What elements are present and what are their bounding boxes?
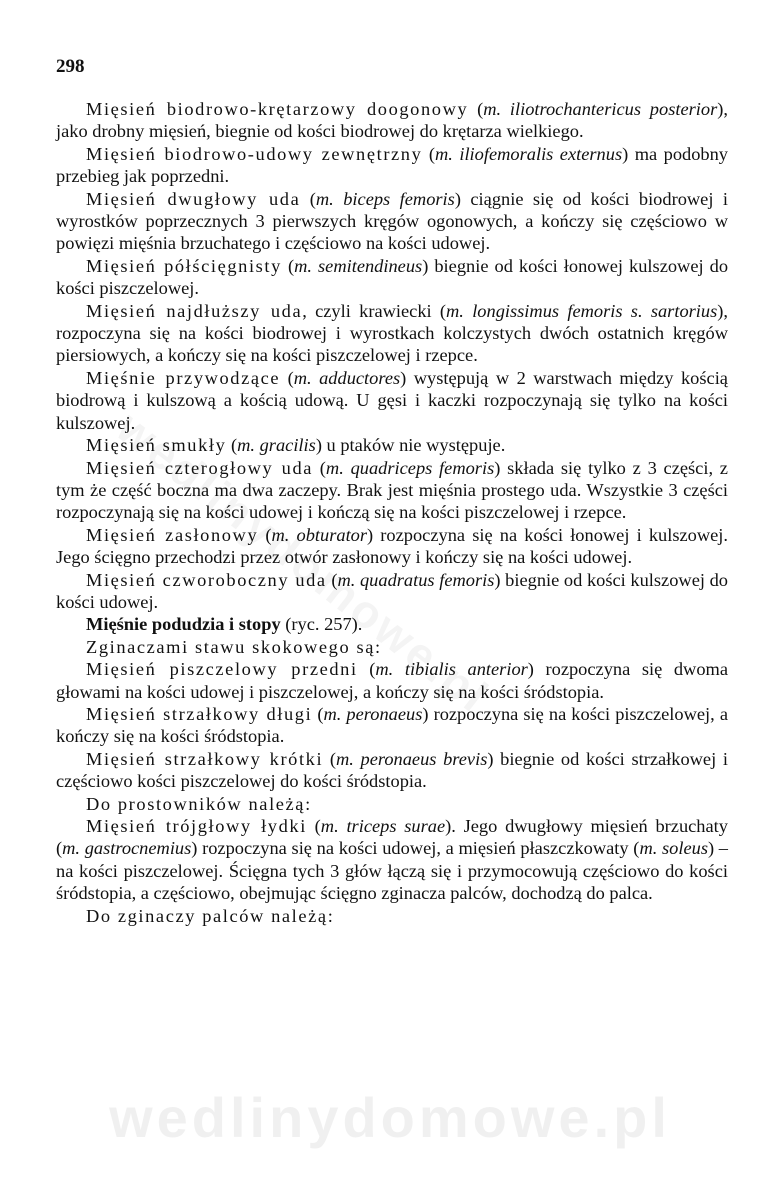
text-run: ( bbox=[281, 255, 295, 276]
text-run: ( bbox=[313, 457, 326, 478]
text-run: ( bbox=[326, 569, 338, 590]
text-run: ), jako drobny mięsień, biegnie od kości biodrowej do krętarza wielkiego. bbox=[56, 99, 728, 142]
latin-term: m. peronaeus brevis bbox=[335, 748, 488, 769]
term-heading: Mięśnie podudzia i stopy bbox=[86, 614, 281, 635]
text-run: ) biegnie od kości strzałkowej i częściowo kości piszczelowej do kości śródstopia. bbox=[56, 748, 728, 792]
latin-term: m. tibialis anterior bbox=[375, 659, 528, 680]
text-run: ) rozpoczyna się na kości piszczelowej, a kończy się na kości śródstopia. bbox=[56, 703, 728, 747]
text-run: ( bbox=[312, 703, 324, 724]
text-run: : bbox=[305, 793, 311, 814]
text-run: ), rozpoczyna się na kości biodrowej i wyrostkach kolczystych dwóch ostatnich kręgów piersiowych, a kończy się na kości piszczelowej i rzepce. bbox=[56, 300, 728, 366]
text-run: ) rozpoczyna się dwoma głowami na kości udowej i piszczelowej, a kończy się na kości śródstopia. bbox=[56, 659, 728, 702]
term-heading: Mięsień dwugłowy uda bbox=[86, 188, 301, 209]
latin-term: m. soleus bbox=[639, 838, 708, 859]
latin-term: m. triceps surae bbox=[320, 816, 446, 836]
text-run: ). Jego dwugłowy mięsień brzuchaty ( bbox=[56, 816, 728, 859]
paragraph bbox=[56, 905, 728, 927]
page-number: 298 bbox=[56, 56, 85, 77]
term-heading: Mięsień smukły bbox=[86, 435, 227, 456]
paragraph bbox=[56, 143, 728, 188]
watermark: wedlinydomowe.pl bbox=[109, 1086, 671, 1149]
latin-term: m. gastrocnemius bbox=[62, 838, 192, 859]
term-heading: Mięsień najdłuższy uda bbox=[86, 300, 303, 321]
term-heading: Mięsień zasłonowy bbox=[86, 524, 259, 545]
latin-term: m. iliofemoralis externus bbox=[435, 143, 623, 164]
text-body bbox=[56, 98, 728, 927]
text-run: ( bbox=[357, 659, 376, 680]
paragraph bbox=[56, 524, 728, 569]
text-run: ( bbox=[323, 748, 336, 769]
term-heading: Mięsień czworoboczny uda bbox=[86, 569, 327, 590]
latin-term: m. quadratus femoris bbox=[337, 569, 495, 590]
text-run: ) biegnie od kości łonowej kulszowej do kości piszczelowej. bbox=[56, 255, 729, 299]
text-run: : bbox=[375, 636, 381, 657]
text-run: ) rozpoczyna się na kości łonowej i kulszowej. Jego ścięgno przechodzi przez otwór zasłonowy i kończy się na kości udowej. bbox=[56, 524, 728, 568]
text-run: ( bbox=[300, 188, 316, 209]
paragraph bbox=[56, 703, 728, 748]
latin-term: m. semitendineus bbox=[294, 255, 423, 276]
text-run: ( bbox=[422, 143, 435, 164]
term-heading: Do zginaczy palców należą bbox=[86, 905, 328, 926]
paragraph bbox=[56, 300, 728, 367]
term-heading: Do prostowników należą bbox=[86, 793, 306, 814]
term-heading: Mięsień czterogłowy uda bbox=[86, 457, 314, 478]
text-run: ) – na kości piszczelowej. Ścięgna tych 3 głów łączą się i przymocowują częściowo do kości śródstopia, a częściowo, obejmując ścięgno zginacza palców, dochodzą do palca. bbox=[56, 838, 728, 904]
text-run: ( bbox=[226, 435, 238, 456]
paragraph bbox=[56, 815, 728, 905]
text-run: : bbox=[327, 905, 333, 926]
text-run: ) występują w 2 warstwach między kością biodrową i kulszową a kością udową. U gęsi i kaczki rozpoczynają się tylko na kości kulszowej. bbox=[56, 367, 728, 433]
latin-term: m. longissimus femoris s. sartorius bbox=[446, 300, 718, 321]
term-heading: Mięsień półścięgnisty bbox=[86, 255, 282, 276]
latin-term: m. adductores bbox=[293, 367, 401, 388]
paragraph bbox=[56, 255, 728, 300]
term-heading: Mięśnie przywodzące bbox=[86, 367, 281, 388]
term-heading: Zginaczami stawu skokowego są bbox=[86, 636, 375, 657]
text-run: ) składa się tylko z 3 części, z tym że część boczna ma dwa zaczepy. Brak jest mięśnia prostego uda. Wszystkie 3 części rozpoczynają się na kości udowej i kończą się na kości piszczelowej i rzepce. bbox=[56, 457, 728, 523]
text-run: , czyli krawiecki ( bbox=[302, 300, 447, 321]
text-run: (ryc. 257). bbox=[280, 614, 363, 635]
text-run: ( bbox=[280, 367, 294, 388]
text-run: ) ciągnie się od kości biodrowej i wyrostków poprzecznych 3 pierwszych kręgów ogonowych, a kończy się częściowo w powięzi mięśnia brzuchatego i częściowo na kości udowej. bbox=[56, 188, 728, 254]
term-heading: Mięsień piszczelowy przedni bbox=[86, 659, 358, 680]
term-heading: Mięsień biodrowo-krętarzowy doogonowy bbox=[86, 99, 469, 119]
term-heading: Mięsień strzałkowy krótki bbox=[86, 748, 324, 769]
text-run: ( bbox=[258, 524, 272, 545]
latin-term: m. peronaeus bbox=[323, 703, 423, 724]
latin-term: m. gracilis bbox=[237, 435, 316, 456]
text-run: ( bbox=[306, 816, 321, 836]
paragraph bbox=[56, 793, 728, 815]
paragraph bbox=[56, 748, 728, 793]
term-heading: Mięsień strzałkowy długi bbox=[86, 703, 313, 724]
latin-term: m. quadriceps femoris bbox=[325, 457, 495, 478]
text-run: ) rozpoczyna się na kości udowej, a mięsień płaszczkowaty ( bbox=[191, 838, 640, 859]
text-run: ( bbox=[468, 99, 484, 119]
term-heading: Mięsień biodrowo-udowy zewnętrzny bbox=[86, 143, 423, 164]
paragraph bbox=[56, 98, 728, 143]
text-run: ) ma podobny przebieg jak poprzedni. bbox=[56, 143, 728, 187]
text-run: ) u ptaków nie występuje. bbox=[315, 435, 506, 456]
latin-term: m. obturator bbox=[271, 524, 368, 545]
latin-term: m. iliotrochantericus posterior bbox=[483, 99, 718, 119]
latin-term: m. biceps femoris bbox=[315, 188, 455, 209]
text-run: ) biegnie od kości kulszowej do kości udowej. bbox=[56, 569, 728, 612]
term-heading: Mięsień trójgłowy łydki bbox=[86, 816, 307, 836]
paragraph bbox=[56, 188, 728, 255]
